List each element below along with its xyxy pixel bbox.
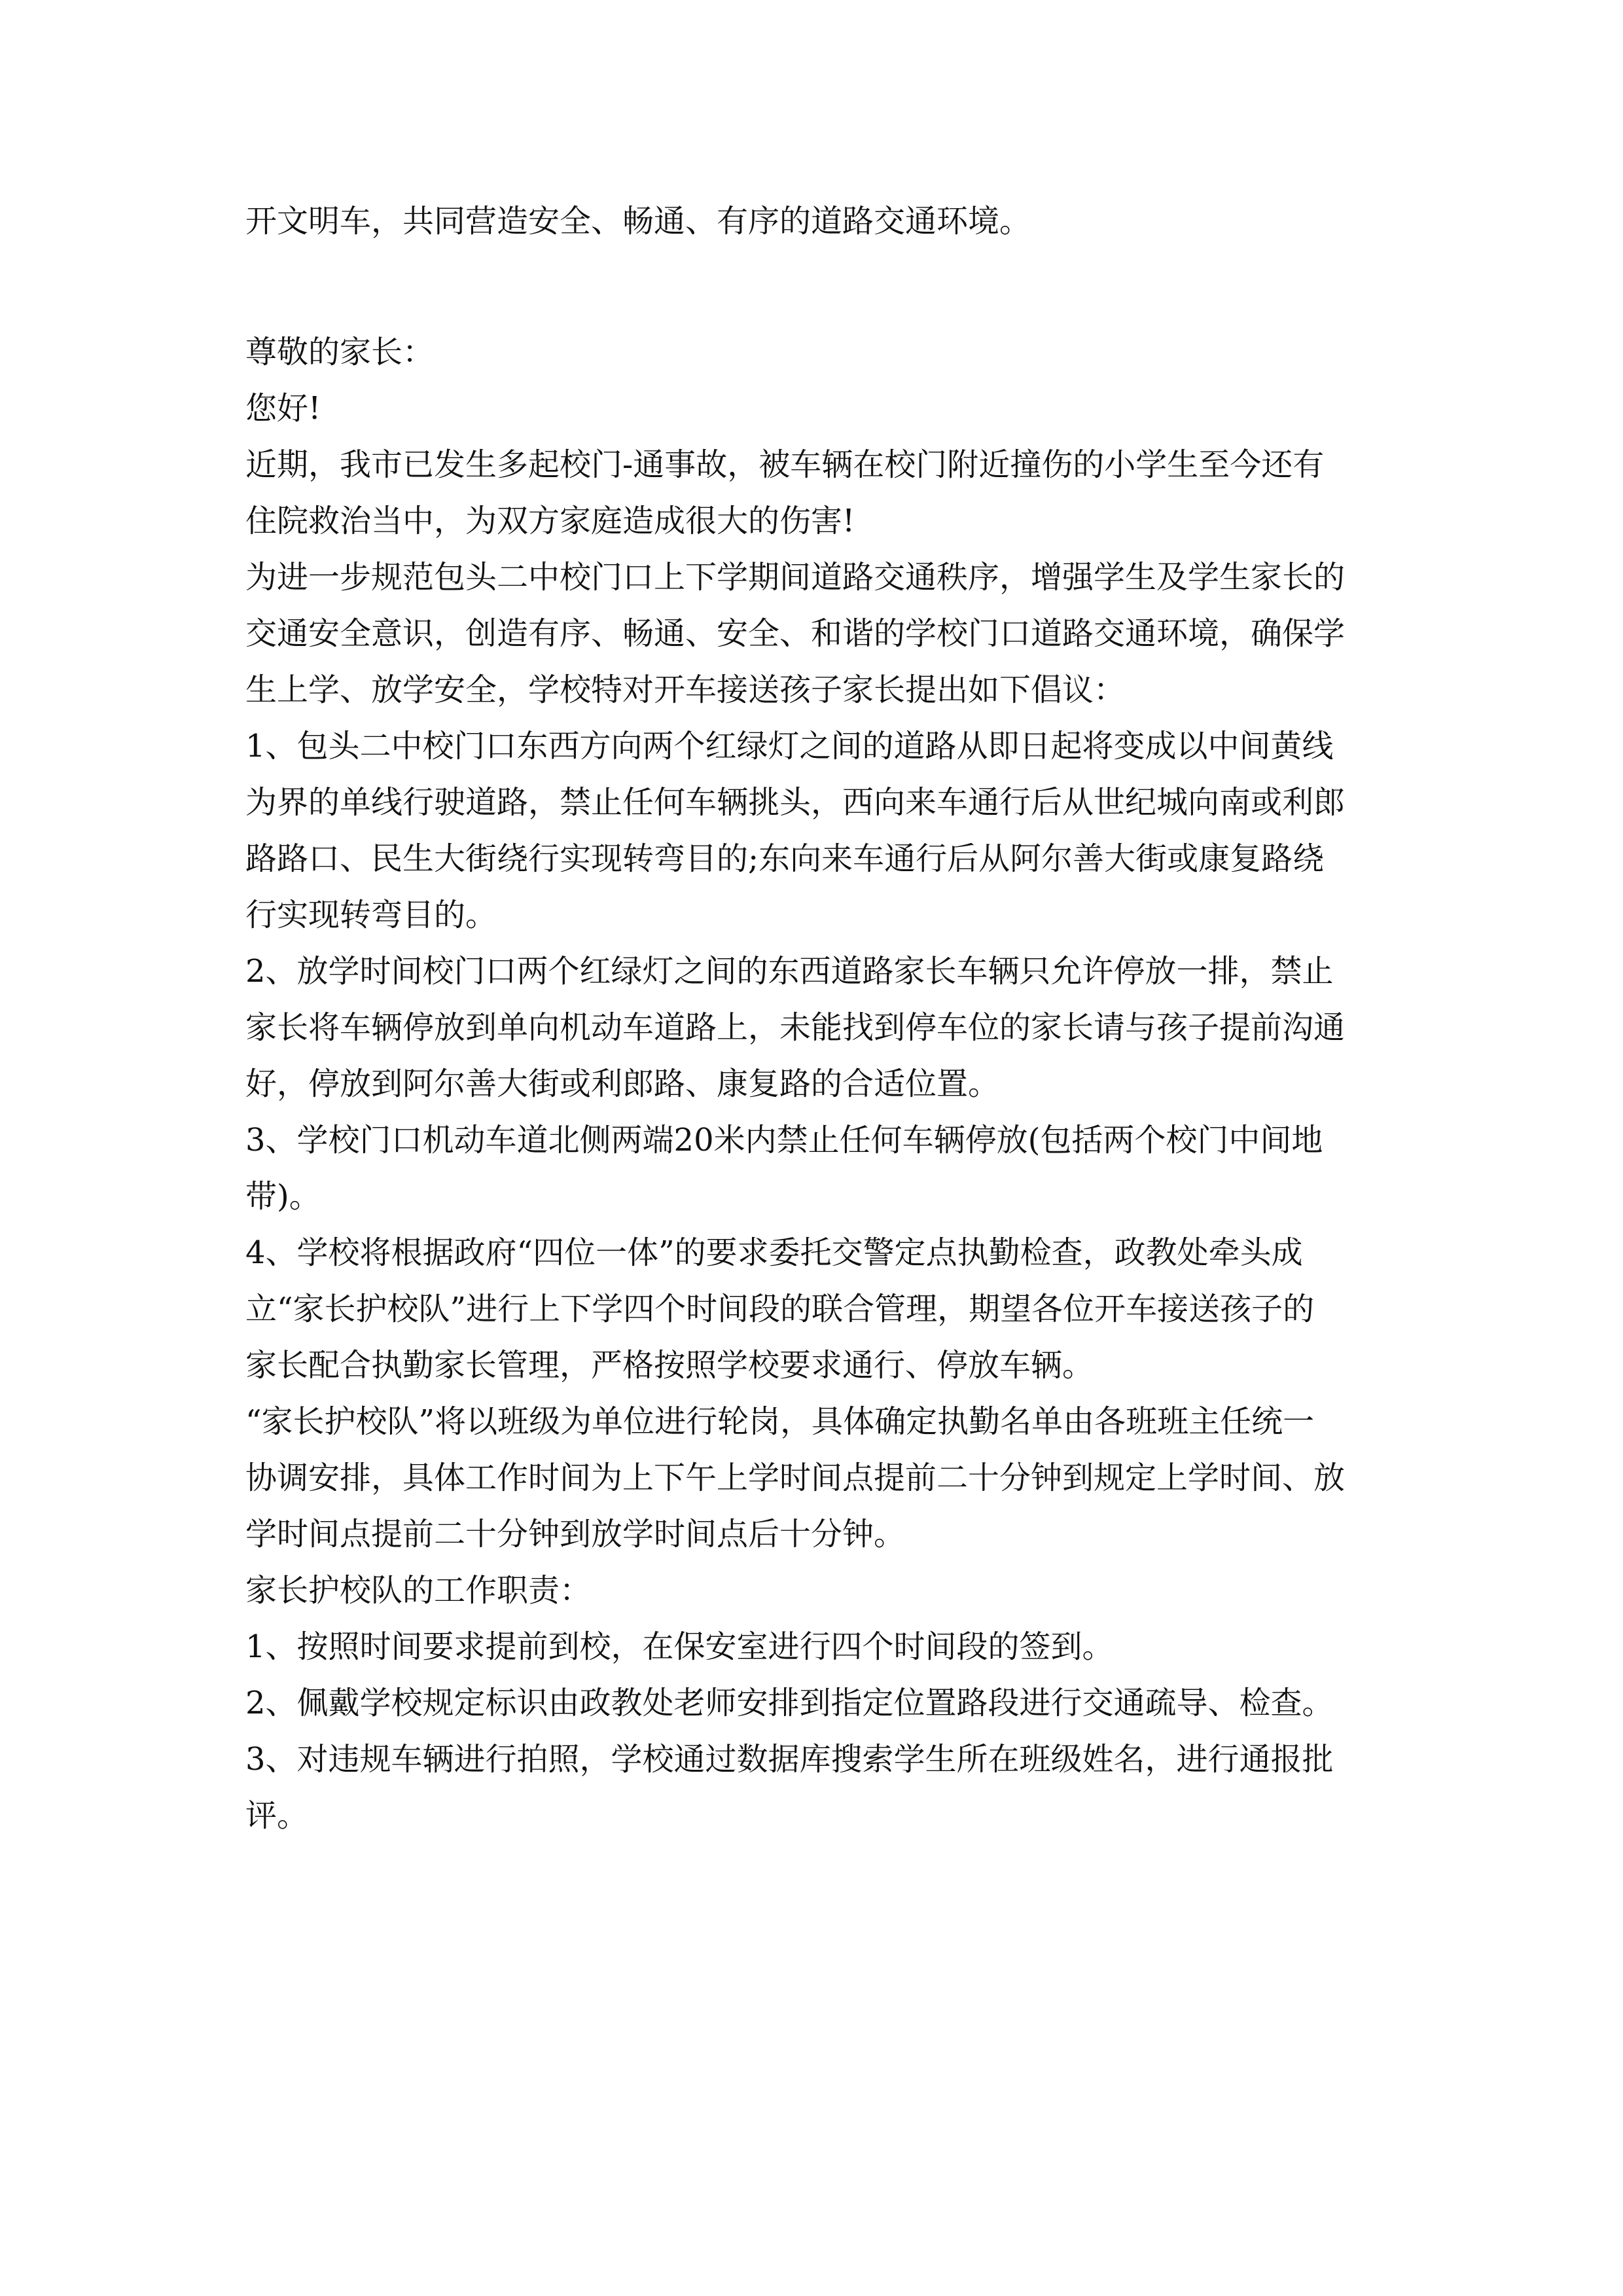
text-line: 近期，我市已发生多起校门-通事故，被车辆在校门附近撞伤的小学生至今还有 — [245, 446, 1325, 483]
greeting: 您好! — [245, 390, 321, 427]
text-line: 路路口、民生大街绕行实现转弯目的;东向来车通行后从阿尔善大街或康复路绕 — [245, 840, 1325, 877]
opening-line: 开文明车，共同营造安全、畅通、有序的道路交通环境。 — [245, 203, 1031, 240]
text-line: 协调安排，具体工作时间为上下午上学时间点提前二十分钟到规定上学时间、放 — [245, 1460, 1346, 1496]
text-line: 家长护校队的工作职责： — [245, 1572, 592, 1609]
text-line: 学时间点提前二十分钟到放学时间点后十分钟。 — [245, 1516, 906, 1552]
text-line: 4、学校将根据政府“四位一体”的要求委托交警定点执勤检查，政教处牵头成 — [245, 1234, 1303, 1271]
text-line: 3、对违规车辆进行拍照，学校通过数据库搜索学生所在班级姓名，进行通报批 — [245, 1741, 1334, 1778]
text-line: 1、包头二中校门口东西方向两个红绿灯之间的道路从即日起将变成以中间黄线 — [245, 728, 1334, 764]
paragraph-gap — [245, 249, 1394, 324]
text-line: 住院救治当中，为双方家庭造成很大的伤害! — [245, 503, 855, 539]
text-line: 为界的单线行驶道路，禁止任何车辆挑头，西向来车通行后从世纪城向南或利郎 — [245, 784, 1346, 821]
text-line: 带)。 — [245, 1178, 321, 1215]
text-line: 立“家长护校队”进行上下学四个时间段的联合管理，期望各位开车接送孩子的 — [245, 1291, 1315, 1327]
text-line: 家长配合执勤家长管理，严格按照学校要求通行、停放车辆。 — [245, 1347, 1094, 1384]
text-line: 好，停放到阿尔善大街或利郎路、康复路的合适位置。 — [245, 1066, 1000, 1102]
text-line: 评。 — [245, 1797, 309, 1834]
text-line: 行实现转弯目的。 — [245, 897, 497, 933]
text-line: “家长护校队”将以班级为单位进行轮岗，具体确定执勤名单由各班班主任统一 — [245, 1403, 1315, 1440]
text-line: 生上学、放学安全，学校特对开车接送孩子家长提出如下倡议： — [245, 672, 1126, 708]
text-line: 3、学校门口机动车道北侧两端20米内禁止任何车辆停放(包括两个校门中间地 — [245, 1122, 1323, 1158]
salutation: 尊敬的家长： — [245, 334, 435, 370]
text-line: 家长将车辆停放到单向机动车道路上，未能找到停车位的家长请与孩子提前沟通 — [245, 1009, 1346, 1046]
text-line: 2、佩戴学校规定标识由政教处老师安排到指定位置路段进行交通疏导、检查。 — [245, 1685, 1334, 1721]
text-line: 为进一步规范包头二中校门口上下学期间道路交通秩序，增强学生及学生家长的 — [245, 559, 1346, 596]
document-body — [245, 193, 1394, 1844]
text-line: 2、放学时间校门口两个红绿灯之间的东西道路家长车辆只允许停放一排，禁止 — [245, 953, 1334, 990]
text-line: 交通安全意识，创造有序、畅通、安全、和谐的学校门口道路交通环境，确保学 — [245, 615, 1346, 652]
text-line: 1、按照时间要求提前到校，在保安室进行四个时间段的签到。 — [245, 1628, 1114, 1665]
